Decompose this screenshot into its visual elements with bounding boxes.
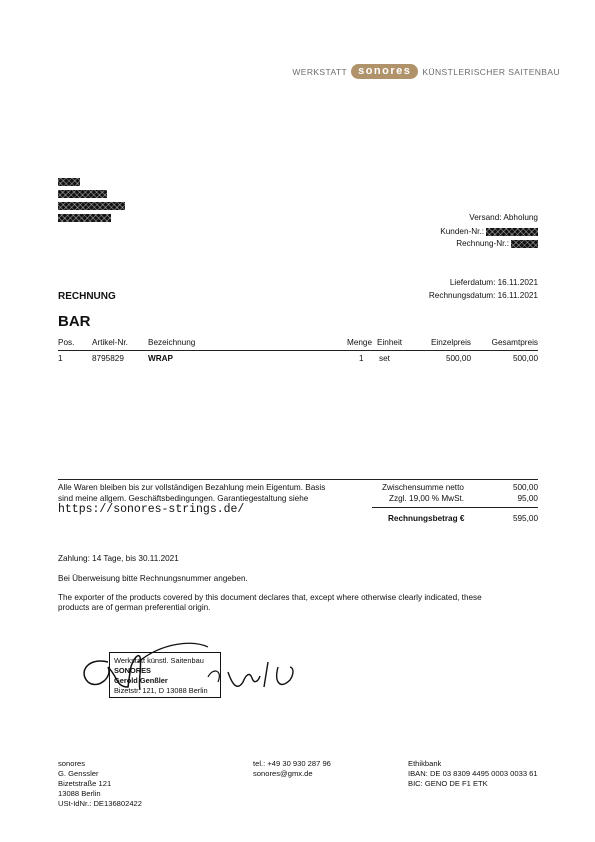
- total-row: [372, 514, 538, 523]
- footer-vat-id: USt-IdNr.: DE136802422: [58, 799, 143, 808]
- redacted-rechnung-nr: [511, 240, 538, 248]
- terms-line-2: sind meine allgem. Geschäftsbedingungen. Garantiegestaltung siehe: [58, 493, 309, 503]
- logo-brand-badge: sonores: [351, 64, 418, 79]
- rechnungsdatum: Rechnungsdatum: 16.11.2021: [428, 291, 538, 300]
- footer-phone: tel.: +49 30 930 287 96: [253, 759, 331, 768]
- row-pos: 1: [58, 354, 63, 363]
- totals-block: [372, 483, 538, 523]
- row-gesamtpreis: 500,00: [512, 354, 538, 363]
- vat-value: 95,00: [517, 494, 538, 503]
- versand-info: Versand: Abholung: [469, 213, 538, 222]
- subtotal-label: Zwischensumme netto: [382, 483, 464, 492]
- rechnung-nr: [456, 239, 538, 248]
- exporter-line-1: The exporter of the products covered by this document declares that, except where otherwise clearly indicated, these: [58, 593, 482, 602]
- kunden-nr: [440, 227, 538, 236]
- table-row: [58, 354, 538, 366]
- document-title: RECHNUNG: [58, 291, 116, 302]
- footer-street: Bizetstraße 121: [58, 779, 112, 788]
- company-logo: [292, 64, 560, 79]
- rechnung-nr-label: Rechnung-Nr.:: [456, 239, 509, 248]
- footer-bank-name: Ethikbank: [408, 759, 442, 768]
- exporter-line-2: products are of german preferential origin.: [58, 603, 211, 613]
- logo-left-text: WERKSTATT: [292, 66, 348, 77]
- redacted-address-line-1: [58, 178, 80, 186]
- totals-divider: [58, 479, 538, 480]
- total-label: Rechnungsbetrag €: [388, 514, 465, 523]
- company-stamp: [109, 652, 221, 698]
- totals-separator: [372, 507, 538, 508]
- row-einzelpreis: 500,00: [445, 354, 471, 363]
- row-bezeichnung: WRAP: [148, 354, 174, 363]
- footer-iban: IBAN: DE 03 8309 4495 0003 0033 61: [408, 769, 538, 778]
- payment-terms: Zahlung: 14 Tage, bis 30.11.2021: [58, 554, 179, 563]
- redacted-address-line-2: [58, 190, 107, 198]
- footer-owner: G. Genssler: [58, 769, 99, 778]
- payment-type: BAR: [58, 313, 91, 330]
- col-menge: Menge: [347, 338, 373, 347]
- logo-right-text: KÜNSTLERISCHER SAITENBAU: [422, 66, 560, 77]
- col-pos: Pos.: [58, 338, 75, 347]
- footer-company-name: sonores: [58, 759, 86, 768]
- redacted-address-line-3: [58, 202, 125, 210]
- vat-label: Zzgl. 19,00 % MwSt.: [389, 494, 465, 503]
- col-gesamtpreis: Gesamtpreis: [491, 338, 538, 347]
- col-einzelpreis: Einzelpreis: [430, 338, 471, 347]
- subtotal-value: 500,00: [512, 483, 538, 492]
- exporter-declaration: [58, 593, 538, 613]
- lieferdatum: Lieferdatum: 16.11.2021: [449, 278, 538, 287]
- row-artikel: 8795829: [92, 354, 124, 363]
- terms-line-1: Alle Waren bleiben bis zur vollständigen Bezahlung mein Eigentum. Basis: [58, 483, 326, 492]
- row-einheit: set: [379, 354, 390, 363]
- col-einheit: Einheit: [377, 338, 403, 347]
- total-value: 595,00: [512, 514, 538, 523]
- stamp-line-2: SONORES: [114, 666, 151, 675]
- kunden-nr-label: Kunden-Nr.:: [440, 227, 484, 236]
- terms-text: [58, 483, 358, 504]
- footer-city: 13088 Berlin: [58, 789, 101, 798]
- row-menge: 1: [359, 354, 364, 363]
- stamp-line-4: Bizetstr. 121, D 13088 Berlin: [114, 686, 208, 695]
- transfer-note: Bei Überweisung bitte Rechnungsnummer angeben.: [58, 574, 248, 583]
- terms-url[interactable]: https://sonores-strings.de/: [58, 503, 245, 516]
- table-header: [58, 338, 538, 351]
- stamp-line-3: Gerold Genßler: [114, 676, 168, 685]
- footer-company: [58, 759, 142, 809]
- footer-email[interactable]: sonores@gmx.de: [253, 769, 313, 778]
- stamp-line-1: Werkstatt künstl. Saitenbau: [114, 656, 204, 665]
- redacted-kunden-nr: [486, 228, 538, 236]
- redacted-address-line-4: [58, 214, 111, 222]
- subtotal-row: [372, 483, 538, 494]
- footer-bank: [408, 759, 538, 789]
- vat-row: [372, 494, 538, 505]
- col-artikel: Artikel-Nr.: [92, 338, 128, 347]
- footer-bic: BIC: GENO DE F1 ETK: [408, 779, 488, 788]
- col-bezeichnung: Bezeichnung: [148, 338, 196, 347]
- footer-contact: [253, 759, 331, 779]
